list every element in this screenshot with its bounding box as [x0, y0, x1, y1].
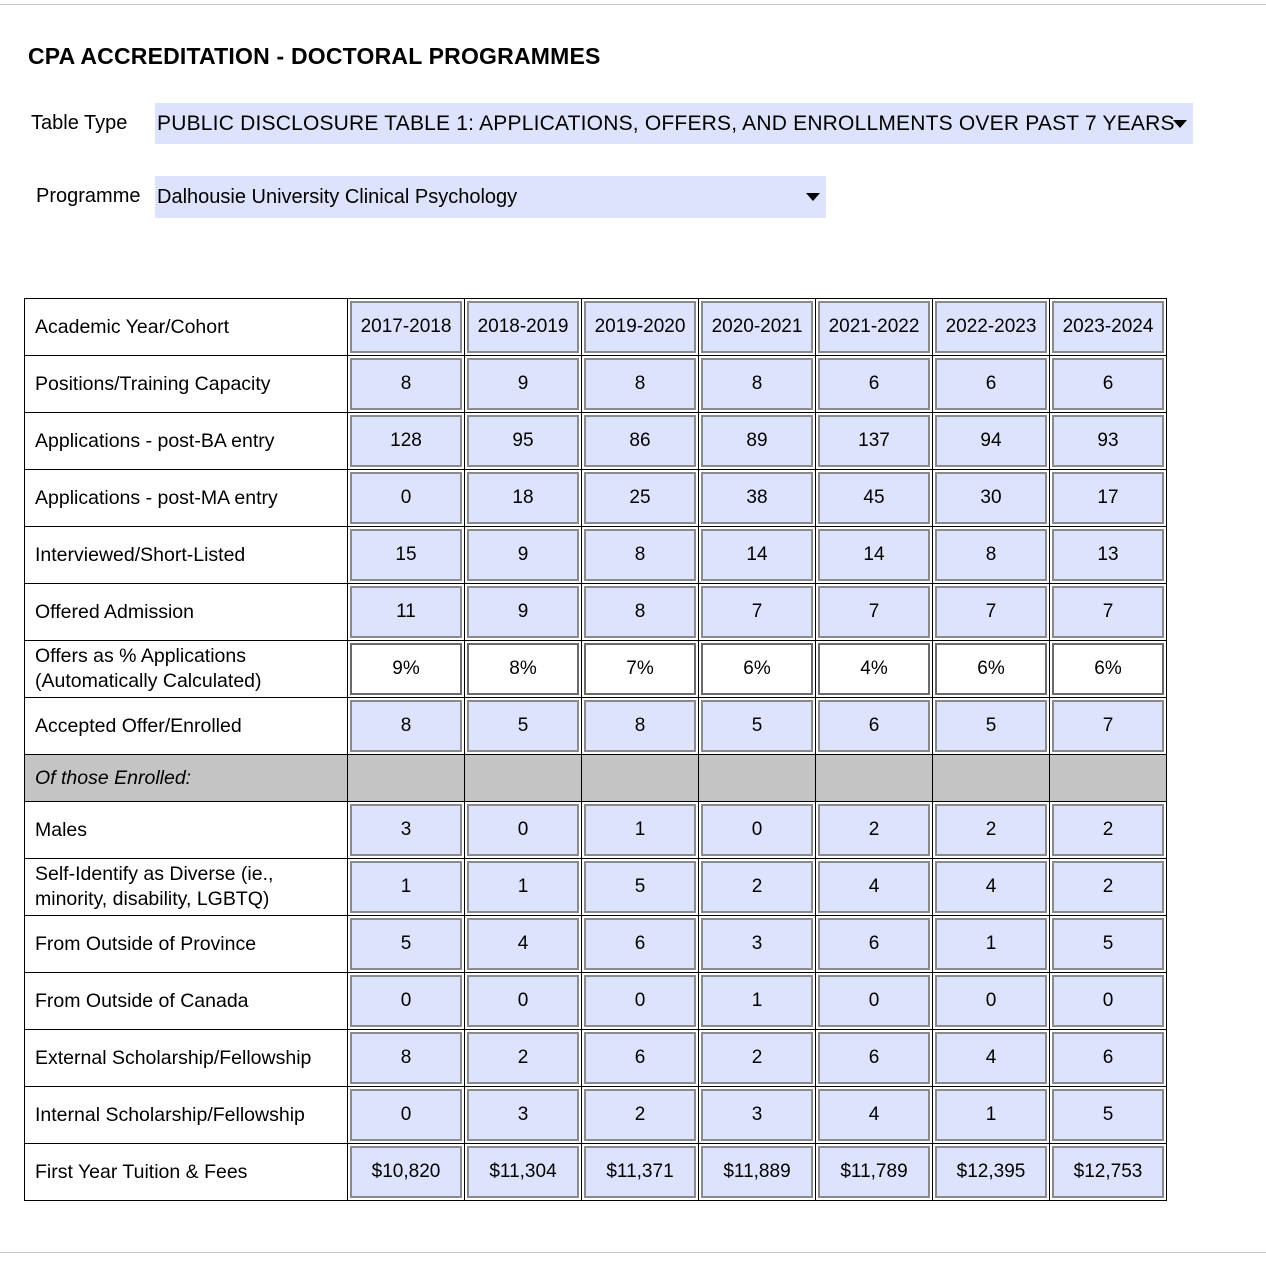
data-input-cell[interactable]: 5 — [350, 918, 462, 970]
data-input-cell[interactable]: 7 — [818, 586, 930, 638]
data-input-cell[interactable]: 2 — [584, 1089, 696, 1141]
programme-label: Programme — [36, 185, 141, 207]
year-header-cell[interactable]: 2023-2024 — [1052, 301, 1164, 353]
data-input-cell[interactable]: 9 — [467, 358, 579, 410]
row-label: Males — [25, 802, 348, 859]
data-input-cell[interactable]: 95 — [467, 415, 579, 467]
row-label: From Outside of Canada — [25, 973, 348, 1030]
table-row — [25, 1087, 1167, 1144]
data-input-cell[interactable]: 5 — [701, 700, 813, 752]
data-input-cell[interactable]: 0 — [701, 804, 813, 856]
data-input-cell[interactable]: 14 — [818, 529, 930, 581]
row-label-line: (Automatically Calculated) — [35, 670, 262, 692]
data-input-cell[interactable]: 6 — [1052, 358, 1164, 410]
table-header-row — [25, 299, 1167, 356]
data-input-cell[interactable]: 15 — [350, 529, 462, 581]
table-row — [25, 1030, 1167, 1087]
year-header-cell[interactable]: 2022-2023 — [935, 301, 1047, 353]
dropdown-arrow-icon[interactable] — [1173, 120, 1187, 128]
row-label-line: Self-Identify as Diverse (ie., — [35, 863, 274, 885]
data-input-cell[interactable]: 30 — [935, 472, 1047, 524]
data-input-cell[interactable]: 4 — [935, 861, 1047, 913]
data-input-cell[interactable]: 6 — [1052, 1032, 1164, 1084]
table-row — [25, 916, 1167, 973]
data-input-cell[interactable]: 6 — [584, 918, 696, 970]
calculated-cell: 7% — [584, 643, 696, 695]
data-input-cell[interactable]: 7 — [701, 586, 813, 638]
data-input-cell[interactable]: 2 — [818, 804, 930, 856]
calculated-cell: 4% — [818, 643, 930, 695]
data-input-cell[interactable]: 94 — [935, 415, 1047, 467]
data-input-cell[interactable]: 17 — [1052, 472, 1164, 524]
data-input-cell[interactable]: 4 — [818, 1089, 930, 1141]
row-label: Internal Scholarship/Fellowship — [25, 1087, 348, 1144]
table-row — [25, 641, 1167, 698]
table-type-select[interactable] — [155, 103, 1193, 144]
data-input-cell[interactable]: 0 — [935, 975, 1047, 1027]
data-input-cell[interactable]: 8 — [350, 700, 462, 752]
data-input-cell[interactable]: 0 — [584, 975, 696, 1027]
year-header-cell[interactable]: 2020-2021 — [701, 301, 813, 353]
row-label: Applications - post-MA entry — [25, 470, 348, 527]
disclosure-table — [24, 298, 1167, 1201]
data-input-cell[interactable]: 13 — [1052, 529, 1164, 581]
data-input-cell[interactable]: 9 — [467, 529, 579, 581]
data-input-cell[interactable]: 8 — [350, 1032, 462, 1084]
row-label: Applications - post-BA entry — [25, 413, 348, 470]
data-input-cell[interactable]: 3 — [350, 804, 462, 856]
year-header-cell[interactable]: 2017-2018 — [350, 301, 462, 353]
data-input-cell[interactable]: 7 — [935, 586, 1047, 638]
row-label: From Outside of Province — [25, 916, 348, 973]
dropdown-arrow-icon[interactable] — [806, 193, 820, 201]
data-input-cell[interactable]: 2 — [935, 804, 1047, 856]
data-input-cell[interactable]: 0 — [350, 1089, 462, 1141]
section-blank-cell — [1050, 755, 1167, 802]
data-input-cell[interactable]: 25 — [584, 472, 696, 524]
data-input-cell[interactable]: 2 — [1052, 804, 1164, 856]
data-input-cell[interactable]: 2 — [467, 1032, 579, 1084]
data-input-cell[interactable]: $10,820 — [350, 1146, 462, 1198]
data-input-cell[interactable]: 9 — [467, 586, 579, 638]
data-input-cell[interactable]: 4 — [818, 861, 930, 913]
section-blank-cell — [699, 755, 816, 802]
data-input-cell[interactable]: $11,371 — [584, 1146, 696, 1198]
year-header-cell[interactable]: 2018-2019 — [467, 301, 579, 353]
data-input-cell[interactable]: 1 — [350, 861, 462, 913]
data-input-cell[interactable]: 1 — [584, 804, 696, 856]
data-input-cell[interactable]: $12,753 — [1052, 1146, 1164, 1198]
year-header-cell[interactable]: 2021-2022 — [818, 301, 930, 353]
data-input-cell[interactable]: 14 — [701, 529, 813, 581]
data-input-cell[interactable]: 1 — [701, 975, 813, 1027]
table-row — [25, 527, 1167, 584]
table-row — [25, 1144, 1167, 1201]
data-input-cell[interactable]: 6 — [818, 918, 930, 970]
data-input-cell[interactable]: 18 — [467, 472, 579, 524]
data-input-cell[interactable]: 1 — [935, 918, 1047, 970]
calculated-cell: 8% — [467, 643, 579, 695]
section-blank-cell — [816, 755, 933, 802]
table-row — [25, 802, 1167, 859]
data-input-cell[interactable]: 1 — [467, 861, 579, 913]
data-input-cell[interactable]: $11,304 — [467, 1146, 579, 1198]
bottom-divider — [0, 1252, 1266, 1253]
data-input-cell[interactable]: 6 — [818, 700, 930, 752]
row-label-line: minority, disability, LGBTQ) — [35, 888, 270, 910]
table-type-value: PUBLIC DISCLOSURE TABLE 1: APPLICATIONS, OFFERS, AND ENROLLMENTS OVER PAST 7 YEARS — [157, 111, 1175, 135]
row-label: Accepted Offer/Enrolled — [25, 698, 348, 755]
calculated-cell: 9% — [350, 643, 462, 695]
data-input-cell[interactable]: 3 — [701, 1089, 813, 1141]
programme-select[interactable] — [155, 176, 826, 218]
section-blank-cell — [933, 755, 1050, 802]
data-input-cell[interactable]: 3 — [467, 1089, 579, 1141]
row-label — [25, 859, 348, 916]
data-input-cell[interactable]: $11,889 — [701, 1146, 813, 1198]
table-row — [25, 584, 1167, 641]
table-row — [25, 698, 1167, 755]
row-label: Academic Year/Cohort — [25, 299, 348, 356]
data-input-cell[interactable]: 128 — [350, 415, 462, 467]
data-input-cell[interactable]: 89 — [701, 415, 813, 467]
table-type-label: Table Type — [31, 112, 128, 134]
calculated-cell: 6% — [935, 643, 1047, 695]
data-input-cell[interactable]: 0 — [467, 975, 579, 1027]
data-input-cell[interactable]: 8 — [935, 529, 1047, 581]
row-label: First Year Tuition & Fees — [25, 1144, 348, 1201]
calculated-cell: 6% — [1052, 643, 1164, 695]
row-label: Interviewed/Short-Listed — [25, 527, 348, 584]
row-label: Offered Admission — [25, 584, 348, 641]
data-input-cell[interactable]: $12,395 — [935, 1146, 1047, 1198]
data-input-cell[interactable]: 6 — [584, 1032, 696, 1084]
data-input-cell[interactable]: 93 — [1052, 415, 1164, 467]
programme-value: Dalhousie University Clinical Psychology — [157, 185, 518, 208]
data-input-cell[interactable]: 0 — [1052, 975, 1164, 1027]
data-input-cell[interactable]: 5 — [584, 861, 696, 913]
data-input-cell[interactable]: 6 — [818, 1032, 930, 1084]
year-header-cell[interactable]: 2019-2020 — [584, 301, 696, 353]
data-input-cell[interactable]: 4 — [935, 1032, 1047, 1084]
data-input-cell[interactable]: $11,789 — [818, 1146, 930, 1198]
table-row — [25, 973, 1167, 1030]
table-row — [25, 413, 1167, 470]
data-input-cell[interactable]: 0 — [818, 975, 930, 1027]
row-label-line: Offers as % Applications — [35, 645, 246, 667]
data-input-cell[interactable]: 8 — [584, 358, 696, 410]
data-input-cell[interactable]: 7 — [1052, 586, 1164, 638]
page-title: CPA ACCREDITATION - DOCTORAL PROGRAMMES — [28, 43, 601, 69]
data-input-cell[interactable]: 8 — [584, 529, 696, 581]
data-input-cell[interactable]: 5 — [467, 700, 579, 752]
data-input-cell[interactable]: 8 — [584, 586, 696, 638]
data-input-cell[interactable]: 2 — [701, 1032, 813, 1084]
table-row — [25, 356, 1167, 413]
data-input-cell[interactable]: 7 — [1052, 700, 1164, 752]
data-input-cell[interactable]: 86 — [584, 415, 696, 467]
data-input-cell[interactable]: 6 — [935, 358, 1047, 410]
row-label: Positions/Training Capacity — [25, 356, 348, 413]
data-input-cell[interactable]: 8 — [350, 358, 462, 410]
data-input-cell[interactable]: 6 — [818, 358, 930, 410]
data-input-cell[interactable]: 11 — [350, 586, 462, 638]
data-input-cell[interactable]: 0 — [350, 472, 462, 524]
data-input-cell[interactable]: 45 — [818, 472, 930, 524]
row-label: External Scholarship/Fellowship — [25, 1030, 348, 1087]
data-input-cell[interactable]: 5 — [935, 700, 1047, 752]
data-input-cell[interactable]: 4 — [467, 918, 579, 970]
data-input-cell[interactable]: 5 — [1052, 1089, 1164, 1141]
data-input-cell[interactable]: 8 — [701, 358, 813, 410]
section-blank-cell — [348, 755, 465, 802]
data-input-cell[interactable]: 8 — [584, 700, 696, 752]
data-input-cell[interactable]: 2 — [1052, 861, 1164, 913]
top-divider — [0, 4, 1266, 5]
calculated-cell: 6% — [701, 643, 813, 695]
data-input-cell[interactable]: 38 — [701, 472, 813, 524]
row-label — [25, 641, 348, 698]
data-input-cell[interactable]: 0 — [467, 804, 579, 856]
section-label: Of those Enrolled: — [25, 755, 348, 802]
table-row — [25, 470, 1167, 527]
table-row — [25, 859, 1167, 916]
data-input-cell[interactable]: 0 — [350, 975, 462, 1027]
data-input-cell[interactable]: 2 — [701, 861, 813, 913]
section-header-row — [25, 755, 1167, 802]
section-blank-cell — [582, 755, 699, 802]
section-blank-cell — [465, 755, 582, 802]
data-input-cell[interactable]: 137 — [818, 415, 930, 467]
data-input-cell[interactable]: 5 — [1052, 918, 1164, 970]
data-input-cell[interactable]: 3 — [701, 918, 813, 970]
data-input-cell[interactable]: 1 — [935, 1089, 1047, 1141]
